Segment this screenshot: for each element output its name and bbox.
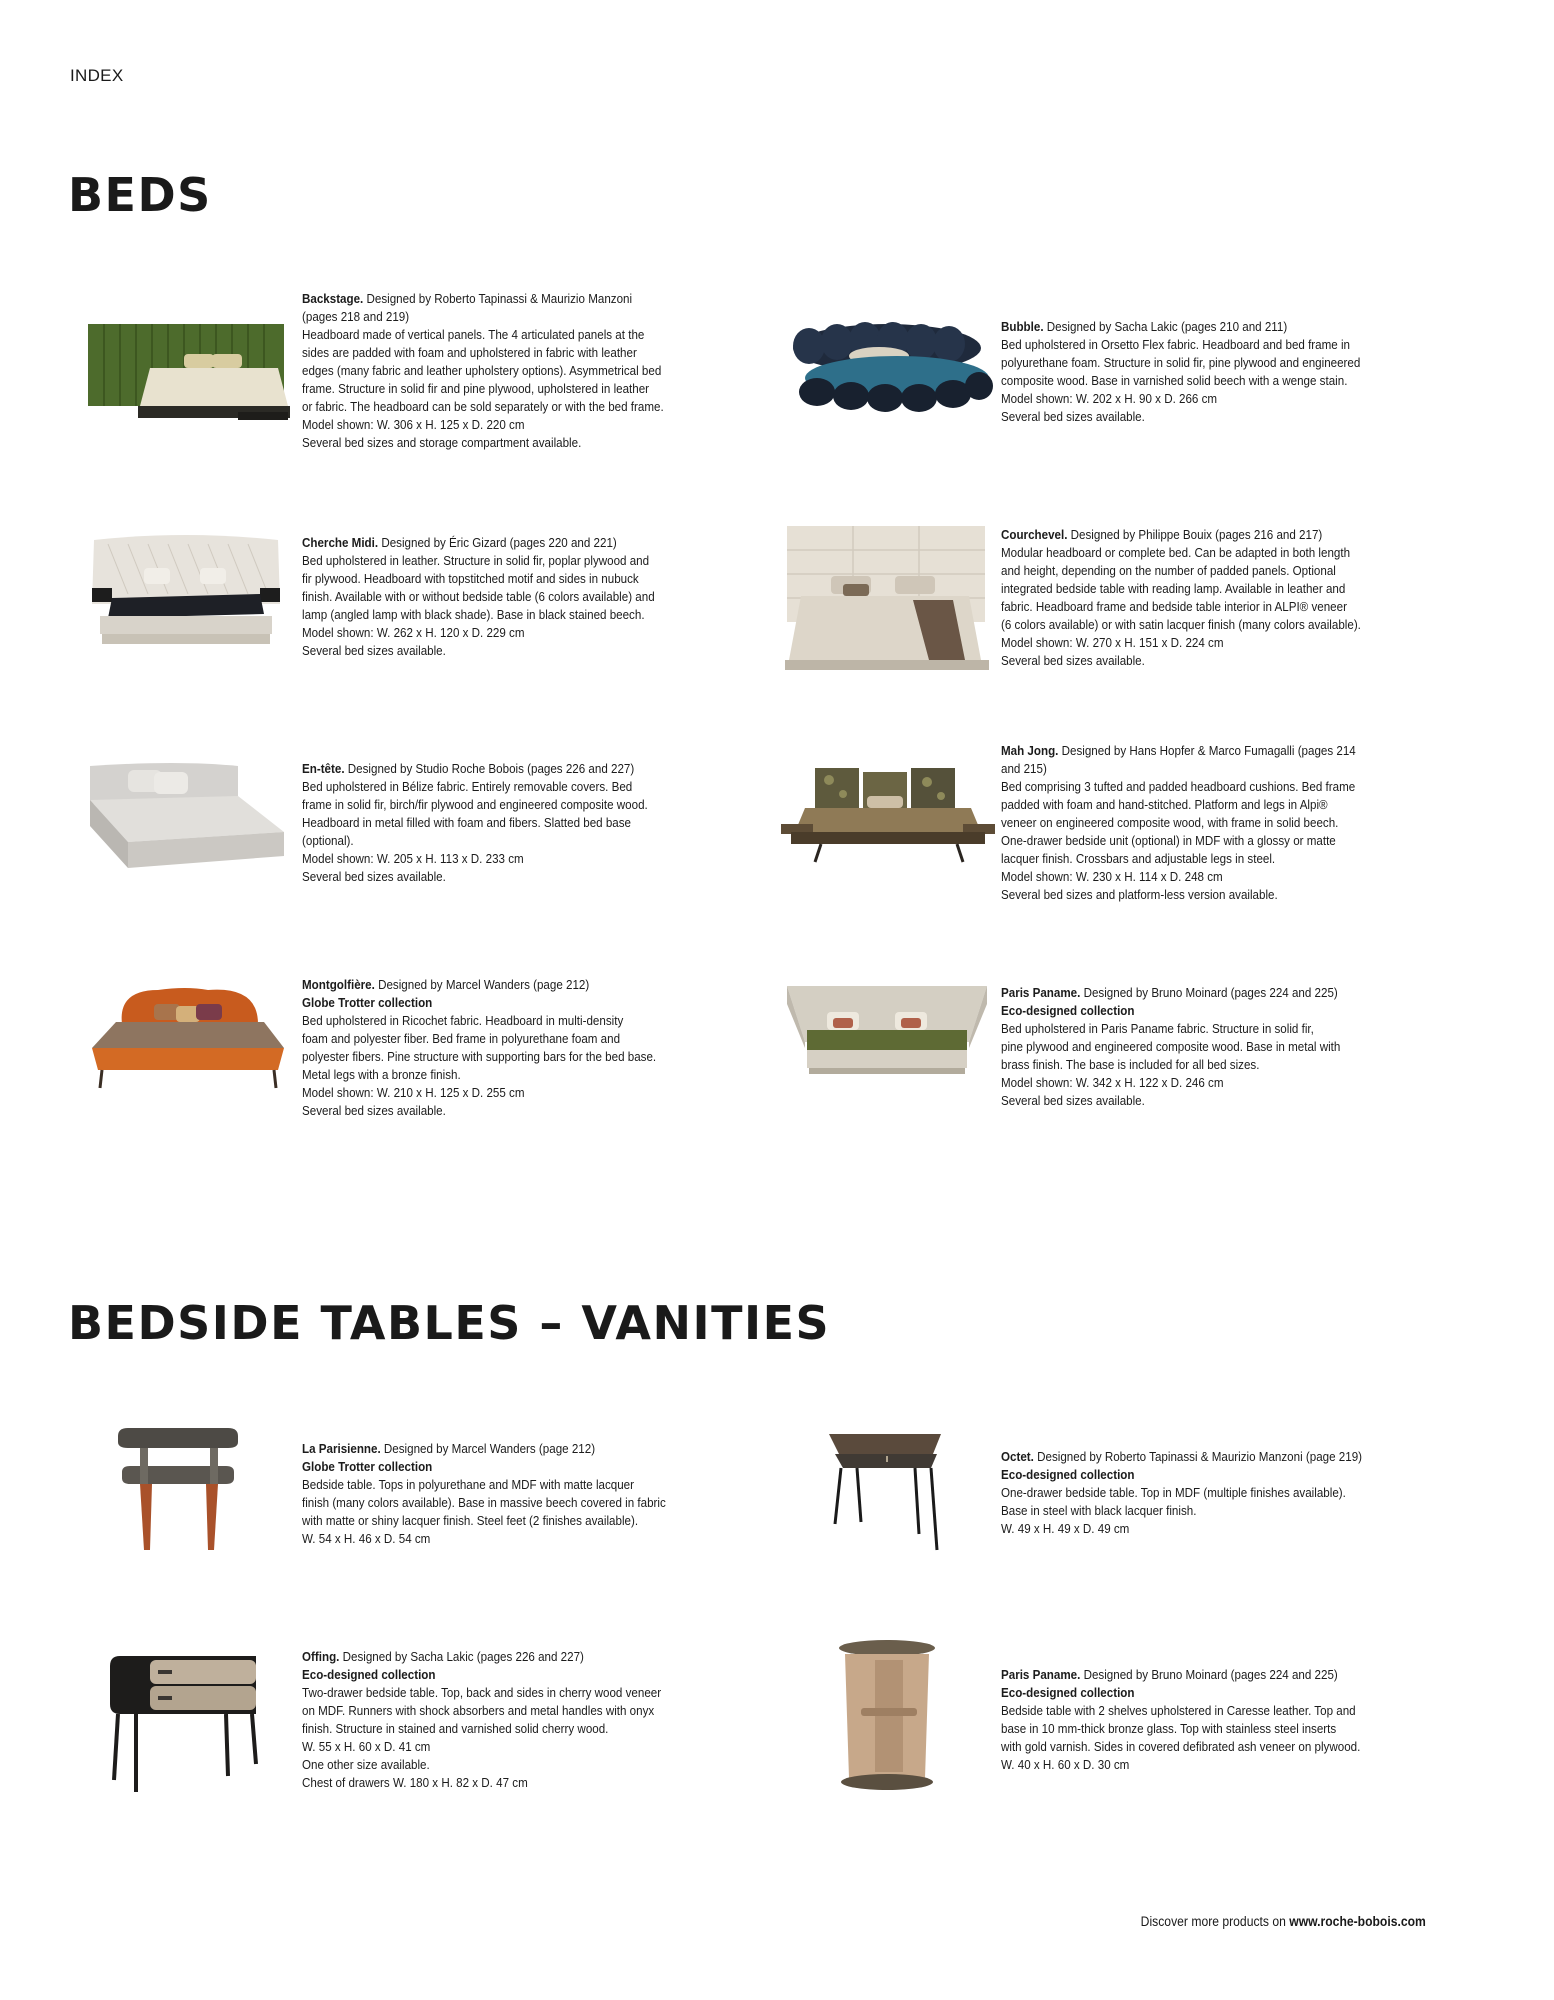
bubble-name: Bubble.	[1001, 319, 1044, 334]
product-entry-octet	[787, 1448, 1487, 1658]
offing-name: Offing.	[302, 1649, 340, 1664]
courchevel-bed-image	[783, 526, 993, 736]
backstage-bed-image	[88, 290, 298, 500]
courchevel-name: Courchevel.	[1001, 527, 1068, 542]
mah-jong-bed-image	[781, 766, 991, 976]
cherche-midi-name: Cherche Midi.	[302, 535, 379, 550]
paris-paname-bed-description: Paris Paname. Designed by Bruno Moinard (pages 224 and 225) Eco-designed collection Bed upholstered in Paris Paname fabric. Structure in solid fir, pine plywood and engineered composite wood. Base in metal with brass finish. The base is included for all bed sizes. Model shown: W. 342 x H. 122 x D. 246 cm Several bed sizes available.	[1001, 984, 1371, 1110]
bubble-bed-image	[787, 312, 997, 522]
product-entry-courchevel	[787, 526, 1487, 736]
montgolfiere-bed-image	[88, 984, 298, 1194]
mah-jong-description: Mah Jong. Designed by Hans Hopfer & Marco Fumagalli (pages 214 and 215) Bed comprising 3 tufted and padded headboard cushions. Bed frame padded with foam and hand-stitched. Platform and legs in Alpi® veneer on engineered composite wood, with frame in solid beech. One-drawer bedside unit (optional) in MDF with a glossy or matte lacquer finish. Crossbars and adjustable legs in steel. Model shown: W. 230 x H. 114 x D. 248 cm Several bed sizes and platform-less version available.	[1001, 743, 1356, 902]
la-parisienne-table-image	[114, 1426, 324, 1636]
la-parisienne-collection: Globe Trotter collection	[302, 1459, 433, 1474]
product-entry-montgolfiere	[88, 976, 788, 1186]
cherche-midi-description: Cherche Midi. Designed by Éric Gizard (pages 220 and 221) Bed upholstered in leather. Structure in solid fir, poplar plywood and fir plywood. Headboard with topstitched motif and sides in nubuck finish. Available with or without bedside table (6 colors available) and lamp (angled lamp with black shade). Base in black stained beech. Model shown: W. 262 x H. 120 x D. 229 cm Several bed sizes available.	[302, 535, 655, 658]
en-tete-description: En-tête. Designed by Studio Roche Bobois (pages 226 and 227) Bed upholstered in Bélize fabric. Entirely removable covers. Bed frame in solid fir, birch/fir plywood and engineered composite wood. Headboard in metal filled with foam and fibers. Slatted bed base (optional). Model shown: W. 205 x H. 113 x D. 233 cm Several bed sizes available.	[302, 761, 648, 884]
product-entry-mah-jong	[787, 742, 1487, 952]
product-entry-cherche-midi	[88, 534, 788, 744]
octet-description: Octet. Designed by Roberto Tapinassi & Maurizio Manzoni (page 219) Eco-designed collection One-drawer bedside table. Top in MDF (multiple finishes available). Base in steel with black lacquer finish. W. 49 x H. 49 x D. 49 cm	[1001, 1448, 1371, 1538]
product-entry-la-parisienne	[88, 1440, 788, 1650]
index-label: INDEX	[70, 66, 124, 85]
product-entry-en-tete	[88, 760, 788, 970]
product-entry-paris-paname-bed	[787, 984, 1487, 1194]
offing-table-image	[106, 1652, 316, 1862]
cherche-midi-bed-image	[88, 534, 298, 744]
beds-section-title: BEDS	[68, 168, 212, 222]
offing-collection: Eco-designed collection	[302, 1667, 436, 1682]
la-parisienne-name: La Parisienne.	[302, 1441, 381, 1456]
paris-paname-bed-name: Paris Paname.	[1001, 985, 1081, 1000]
montgolfiere-collection: Globe Trotter collection	[302, 995, 433, 1010]
courchevel-description: Courchevel. Designed by Philippe Bouix (pages 216 and 217) Modular headboard or complete bed. Can be adapted in both length and height, depending on the number of padded panels. Optional integrated bedside table with reading lamp. Available in leather and fabric. Headboard frame and bedside table interior in ALPI® veneer (6 colors available) or with satin lacquer finish (many colors available). Model shown: W. 270 x H. 151 x D. 224 cm Several bed sizes available.	[1001, 527, 1361, 668]
paris-paname-bed-image	[783, 984, 993, 1194]
backstage-description: Backstage. Designed by Roberto Tapinassi & Maurizio Manzoni (pages 218 and 219) Headboard made of vertical panels. The 4 articulated panels at the sides are padded with foam and upholstered in fabric with leather edges (many fabric and leather upholstery options). Asymmetrical bed frame. Structure in solid fir and pine plywood, upholstered in leather or fabric. The headboard can be sold separately or with the bed frame. Model shown: W. 306 x H. 125 x D. 220 cm Several bed sizes and storage compartment available.	[302, 291, 664, 450]
paris-paname-table-name: Paris Paname.	[1001, 1667, 1081, 1682]
paris-paname-bed-collection: Eco-designed collection	[1001, 1003, 1135, 1018]
footer-website-link[interactable]: www.roche-bobois.com	[1289, 1914, 1426, 1929]
footer-prefix: Discover more products on	[1140, 1914, 1290, 1929]
bedside-tables-section-title: BEDSIDE TABLES – VANITIES	[68, 1296, 831, 1350]
paris-paname-table-collection: Eco-designed collection	[1001, 1685, 1135, 1700]
mah-jong-name: Mah Jong.	[1001, 743, 1059, 758]
octet-collection: Eco-designed collection	[1001, 1467, 1135, 1482]
bubble-description: Bubble. Designed by Sacha Lakic (pages 210 and 211) Bed upholstered in Orsetto Flex fabric. Headboard and bed frame in polyurethane foam. Structure in solid fir, pine plywood and engineered composite wood. Base in varnished solid beech with a wenge stain. Model shown: W. 202 x H. 90 x D. 266 cm Several bed sizes available.	[1001, 319, 1361, 424]
octet-name: Octet.	[1001, 1449, 1034, 1464]
product-entry-backstage	[88, 290, 788, 500]
montgolfiere-name: Montgolfière.	[302, 977, 375, 992]
montgolfiere-description: Montgolfière. Designed by Marcel Wanders (page 212) Globe Trotter collection Bed upholstered in Ricochet fabric. Headboard in multi-density foam and polyester fiber. Bed frame in polyurethane foam and polyester fibers. Pine structure with supporting bars for the bed base. Metal legs with a bronze finish. Model shown: W. 210 x H. 125 x D. 255 cm Several bed sizes available.	[302, 976, 672, 1120]
offing-description: Offing. Designed by Sacha Lakic (pages 226 and 227) Eco-designed collection Two-drawer bedside table. Top, back and sides in cherry wood veneer on MDF. Runners with shock absorbers and metal handles with onyx finish. Structure in stained and varnished solid cherry wood. W. 55 x H. 60 x D. 41 cm One other size available. Chest of drawers W. 180 x H. 82 x D. 47 cm	[302, 1648, 672, 1792]
paris-paname-table-description: Paris Paname. Designed by Bruno Moinard (pages 224 and 225) Eco-designed collection Bedside table with 2 shelves upholstered in Caresse leather. Top and base in 10 mm-thick bronze glass. Top with stainless steel inserts with gold varnish. Sides in covered defibrated ash veneer on plywood. W. 40 x H. 60 x D. 30 cm	[1001, 1666, 1371, 1774]
en-tete-name: En-tête.	[302, 761, 345, 776]
backstage-name: Backstage.	[302, 291, 364, 306]
footer	[1141, 1914, 1426, 1929]
product-entry-bubble	[787, 318, 1487, 528]
en-tete-bed-image	[88, 760, 298, 970]
product-entry-offing	[88, 1648, 788, 1858]
product-entry-paris-paname-table	[787, 1666, 1487, 1876]
la-parisienne-description: La Parisienne. Designed by Marcel Wanders (page 212) Globe Trotter collection Bedside table. Tops in polyurethane and MDF with matte lacquer finish (many colors available). Base in massive beech covered in fabric with matte or shiny lacquer finish. Steel feet (2 finishes available). W. 54 x H. 46 x D. 54 cm	[302, 1440, 672, 1548]
